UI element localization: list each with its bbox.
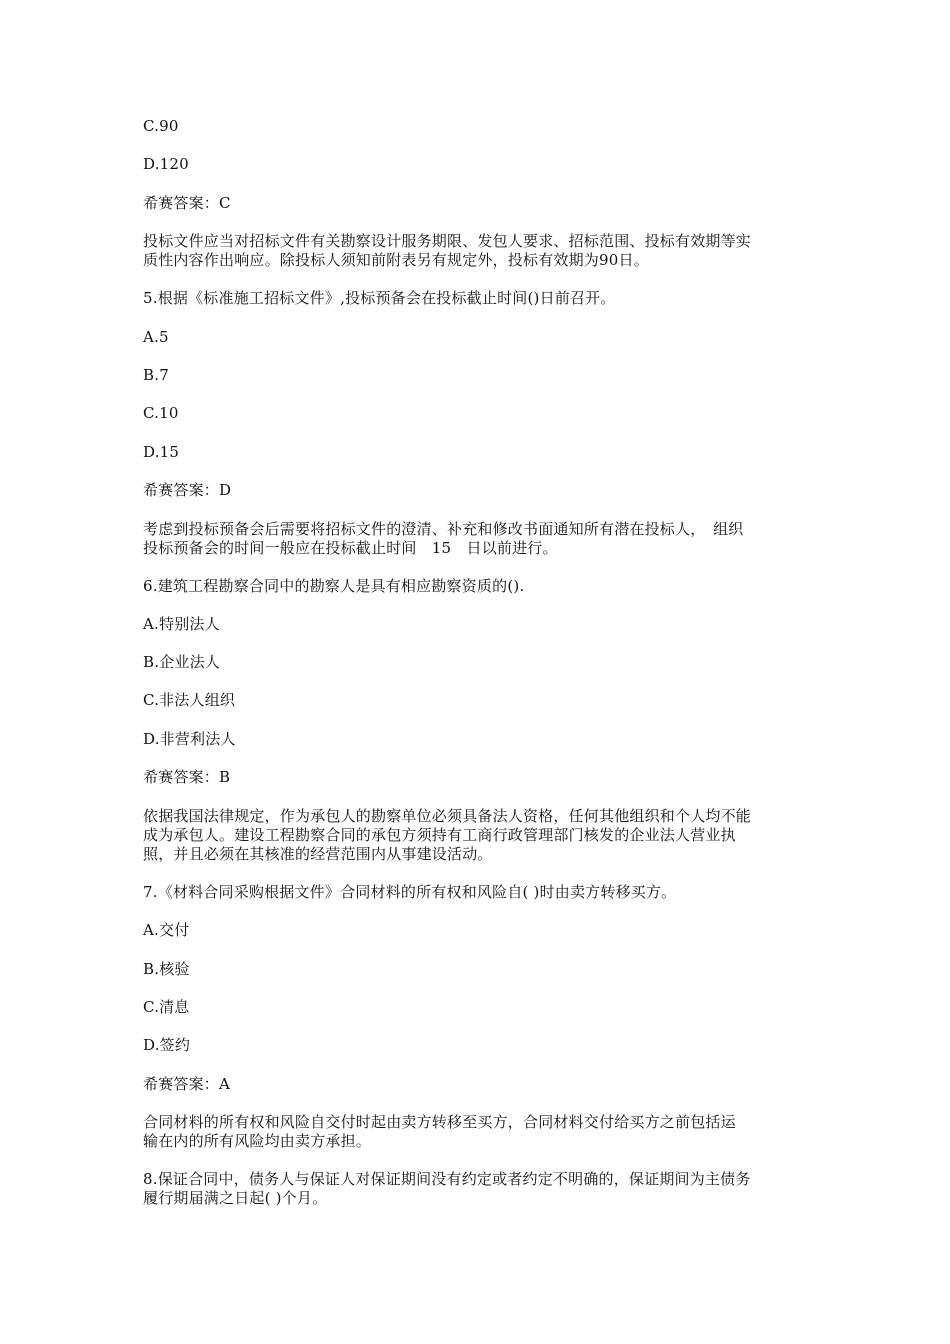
- answer: 希赛答案：C: [143, 194, 231, 212]
- option-c: C.非法人组织: [143, 691, 236, 709]
- explanation-line: 质性内容作出响应。除投标人须知前附表另有规定外，投标有效期为90日。: [143, 251, 649, 269]
- explanation-line: 输在内的所有风险均由卖方承担。: [143, 1132, 372, 1150]
- explanation-line: 成为承包人。建设工程勘察合同的承包方须持有工商行政管理部门核发的企业法人营业执: [143, 826, 736, 844]
- option-c: C.10: [143, 404, 179, 422]
- question-7: 7.《材料合同采购根据文件》合同材料的所有权和风险自( )时由卖方转移买方。: [143, 883, 677, 901]
- explanation-line: 依据我国法律规定，作为承包人的勘察单位必须具备法人资格，任何其他组织和个人均不能: [143, 807, 752, 825]
- option-a: A.5: [143, 328, 169, 346]
- answer: 希赛答案：B: [143, 768, 231, 786]
- option-d: D.120: [143, 155, 189, 173]
- option-d: D.15: [143, 443, 180, 461]
- explanation: [143, 520, 813, 558]
- option-b: B.7: [143, 366, 169, 384]
- explanation-line: 投标文件应当对招标文件有关勘察设计服务期限、发包人要求、招标范围、投标有效期等实: [143, 232, 752, 250]
- option-a: A.特别法人: [143, 615, 220, 633]
- question-8: [143, 1170, 813, 1208]
- option-c: C.清息: [143, 998, 190, 1016]
- explanation-line: 投标预备会的时间一般应在投标截止时间 15 日以前进行。: [143, 539, 558, 557]
- question-line: 履行期届满之日起( )个月。: [143, 1189, 328, 1207]
- explanation-line: 照，并且必须在其核准的经营范围内从事建设活动。: [143, 845, 493, 863]
- explanation: [143, 232, 813, 270]
- option-b: B.核验: [143, 960, 190, 978]
- explanation-line: 考虑到投标预备会后需要将招标文件的澄清、补充和修改书面通知所有潜在投标人， 组织: [143, 520, 744, 538]
- answer: 希赛答案：A: [143, 1075, 231, 1093]
- option-d: D.签约: [143, 1036, 191, 1054]
- option-b: B.企业法人: [143, 653, 220, 671]
- question-line: 8.保证合同中，债务人与保证人对保证期间没有约定或者约定不明确的，保证期间为主债务: [143, 1170, 751, 1188]
- explanation: [143, 807, 813, 864]
- option-d: D.非营利法人: [143, 730, 236, 748]
- explanation: [143, 1113, 813, 1151]
- answer: 希赛答案：D: [143, 481, 232, 499]
- explanation-line: 合同材料的所有权和风险自交付时起由卖方转移至买方，合同材料交付给买方之前包括运: [143, 1113, 736, 1131]
- option-a: A.交付: [143, 921, 190, 939]
- question-6: 6.建筑工程勘察合同中的勘察人是具有相应勘察资质的().: [143, 577, 525, 595]
- option-c: C.90: [143, 117, 179, 135]
- question-5: 5.根据《标准施工招标文件》,投标预备会在投标截止时间()日前召开。: [143, 289, 616, 307]
